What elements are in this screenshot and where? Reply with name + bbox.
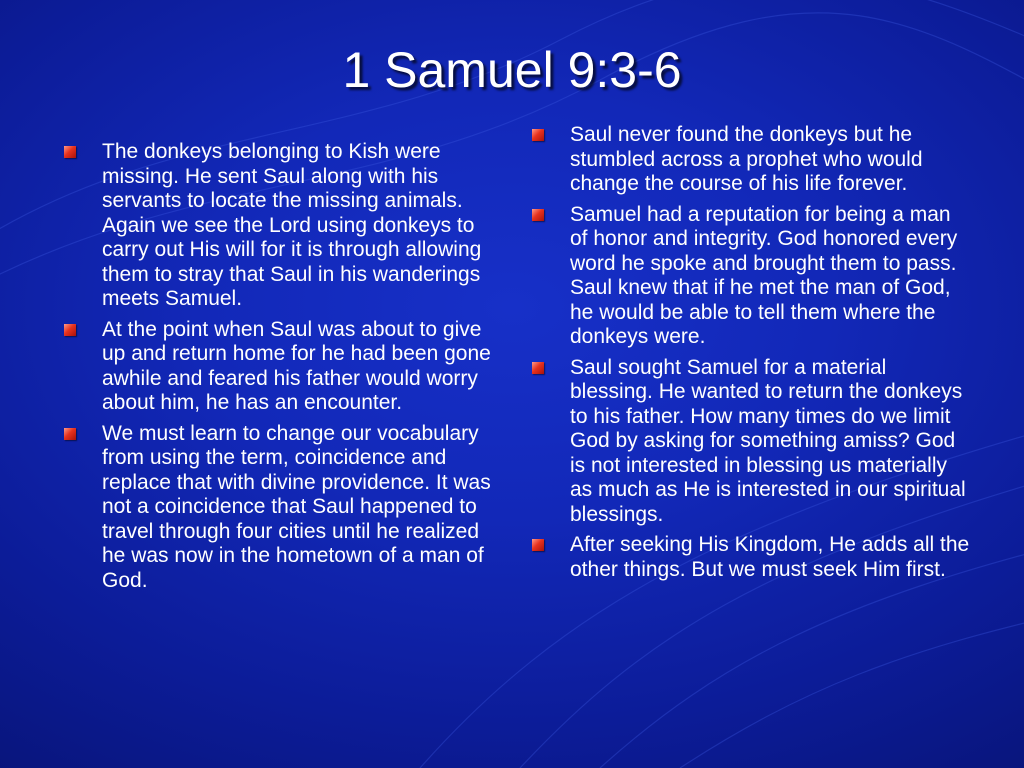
right-bullet-list	[532, 123, 972, 588]
bullet-text: After seeking His Kingdom, He adds all the other things. But we must seek Him first.	[570, 533, 970, 581]
bullet-text: Saul sought Samuel for a material blessing. He wanted to return the donkeys to his father. How many times do we limit God by asking for something amiss? God is not interested in blessing us materially as much as He is interested in our spiritual blessings.	[570, 355, 966, 526]
square-bullet-icon	[532, 129, 544, 141]
list-item	[64, 140, 504, 312]
left-bullet-list	[64, 140, 504, 599]
square-bullet-icon	[64, 324, 76, 336]
square-bullet-icon	[64, 146, 76, 158]
list-item	[64, 422, 504, 594]
bullet-text: Saul never found the donkeys but he stumbled across a prophet who would change the course of his life forever.	[570, 123, 923, 195]
bullet-text: Samuel had a reputation for being a man of honor and integrity. God honored every word he spoke and brought them to pass. Saul knew that if he met the man of God, he would be able to tell them where the donkeys were.	[570, 202, 958, 348]
list-item	[532, 356, 972, 528]
bullet-text: We must learn to change our vocabulary from using the term, coincidence and replace that with divine providence. It was not a coincidence that Saul happened to travel through four cities until he realized he was now in the hometown of a man of God.	[102, 421, 491, 592]
list-item	[532, 203, 972, 350]
square-bullet-icon	[64, 428, 76, 440]
bullet-text: The donkeys belonging to Kish were missing. He sent Saul along with his servants to locate the missing animals. Again we see the Lord using donkeys to carry out His will for it is through allowing them to stray that Saul in his wanderings meets Samuel.	[102, 140, 482, 310]
bullet-text: At the point when Saul was about to give up and return home for he had been gone awhile and feared his father would worry about him, he has an encounter.	[102, 317, 491, 414]
slide-title: 1 Samuel 9:3-6	[342, 42, 682, 98]
list-item	[64, 318, 504, 416]
square-bullet-icon	[532, 539, 544, 551]
square-bullet-icon	[532, 362, 544, 374]
list-item	[532, 123, 972, 197]
square-bullet-icon	[532, 209, 544, 221]
list-item	[532, 533, 972, 582]
